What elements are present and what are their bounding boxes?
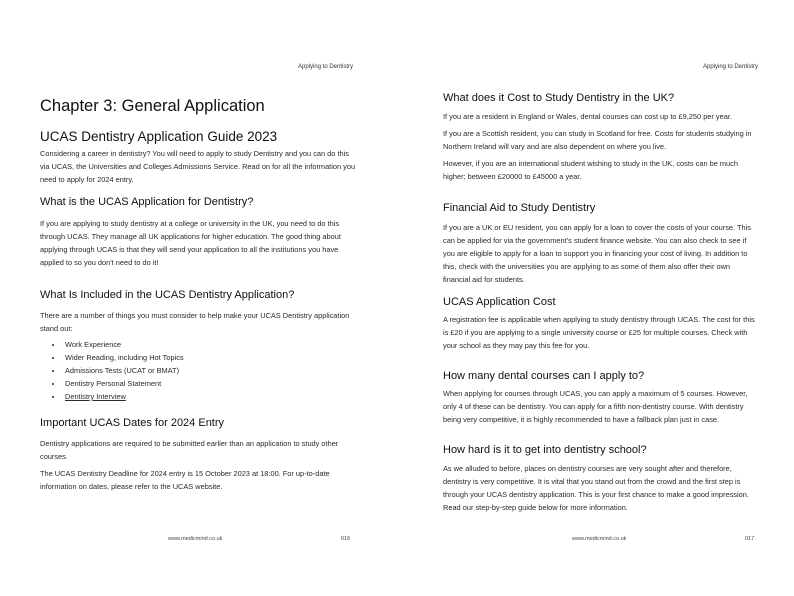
- paragraph: The UCAS Dentistry Deadline for 2024 entry is 15 October 2023 at 18:00. For up-to-date information on dates, please refer to the UCAS website.: [40, 469, 330, 491]
- footer-url: www.medicmind.co.uk: [168, 536, 223, 542]
- dentistry-interview-link[interactable]: Dentistry Interview: [65, 392, 126, 401]
- paragraph: If you are a resident in England or Wales, dental courses can cost up to £9,250 per year.: [443, 112, 732, 121]
- list-item: • Work Experience: [63, 338, 362, 351]
- chapter-title: Chapter 3: General Application: [40, 97, 265, 115]
- section-ucas-application: [40, 196, 362, 269]
- list-item: • Wider Reading, including Hot Topics: [63, 351, 362, 364]
- intro-paragraph: Considering a career in dentistry? You will need to apply to study Dentistry and you can do this via UCAS, the Universities and Colleges Admissions Service. Read on for all the information you need to apply for 2024 entry.: [40, 149, 356, 184]
- section-heading: How hard is it to get into dentistry school?: [443, 444, 647, 456]
- section-how-many: [443, 370, 759, 426]
- list-item: • Admissions Tests (UCAT or BMAT): [63, 364, 362, 377]
- paragraph: If you are a UK or EU resident, you can apply for a loan to cover the costs of your course. This can be applied for via the government's student finance website. You can also check to see if you are eligible to apply for a loan to support you in financing your cost of living. In addition to this, check with the universities you are applying to as some of them also offer their own financial aid for students.: [443, 223, 751, 284]
- section-heading: Important UCAS Dates for 2024 Entry: [40, 417, 225, 429]
- paragraph: If you are applying to study dentistry at a college or university in the UK, you need to do this through UCAS. They manage all UK applications for higher education. The good thing about applying through UCAS is that they will send your application to all the institutions you have applied to so you don't need to do it!: [40, 219, 341, 267]
- guide-title: UCAS Dentistry Application Guide 2023: [40, 129, 278, 144]
- paragraph: Dentistry applications are required to be submitted earlier than an application to study other courses.: [40, 439, 339, 461]
- paragraph: There are a number of things you must consider to help make your UCAS Dentistry application stand out:: [40, 311, 350, 333]
- paragraph: If you are a Scottish resident, you can study in Scotland for free. Costs for students studying in Northern Ireland will vary and are also dependent on where you live.: [443, 129, 752, 151]
- section-heading: What is the UCAS Application for Dentistry?: [40, 196, 254, 208]
- section-included: [40, 289, 362, 403]
- page-017: [397, 0, 794, 596]
- section-dates: [40, 417, 362, 493]
- section-cost: [443, 92, 759, 183]
- running-header: Applying to Dentistry: [298, 64, 354, 70]
- paragraph: However, if you are an international student wishing to study in the UK, costs can be much higher; between £20000 to £45000 a year.: [443, 159, 738, 181]
- running-header: Applying to Dentistry: [703, 64, 759, 70]
- section-ucas-cost: [443, 296, 759, 352]
- section-heading: Financial Aid to Study Dentistry: [443, 202, 596, 214]
- section-heading: What does it Cost to Study Dentistry in the UK?: [443, 92, 675, 104]
- section-how-hard: [443, 444, 761, 514]
- paragraph: A registration fee is applicable when applying to study dentistry through UCAS. The cost for this is £20 if you are applying to a single university course or £25 for multiple courses. Check with your school as they may pay this fee for you.: [443, 315, 755, 350]
- page-number: 016: [341, 536, 351, 542]
- paragraph: When applying for courses through UCAS, you can apply a maximum of 5 courses. However, only 4 of these can be dentistry. You can apply for a fifth non-dentistry course. With dentistry being very competitive, it is highly recommended to have a fallback plan just in case.: [443, 389, 748, 424]
- section-financial-aid: [443, 202, 759, 286]
- section-heading: UCAS Application Cost: [443, 296, 556, 308]
- list-item: • Dentistry Personal Statement: [63, 377, 362, 390]
- requirements-list: [40, 338, 362, 403]
- section-heading: How many dental courses can I apply to?: [443, 370, 645, 382]
- paragraph: As we alluded to before, places on dentistry courses are very sought after and therefore, dentistry is very competitive. It is vital that you stand out from the crowd and the first step is through your UCAS dentistry application. This is your first chance to make a good impression. Read our step-by-step guide below for more information.: [443, 464, 749, 512]
- footer-url: www.medicmind.co.uk: [572, 536, 627, 542]
- section-heading: What Is Included in the UCAS Dentistry Application?: [40, 289, 295, 301]
- page-number: 017: [745, 536, 755, 542]
- list-item: [63, 390, 362, 403]
